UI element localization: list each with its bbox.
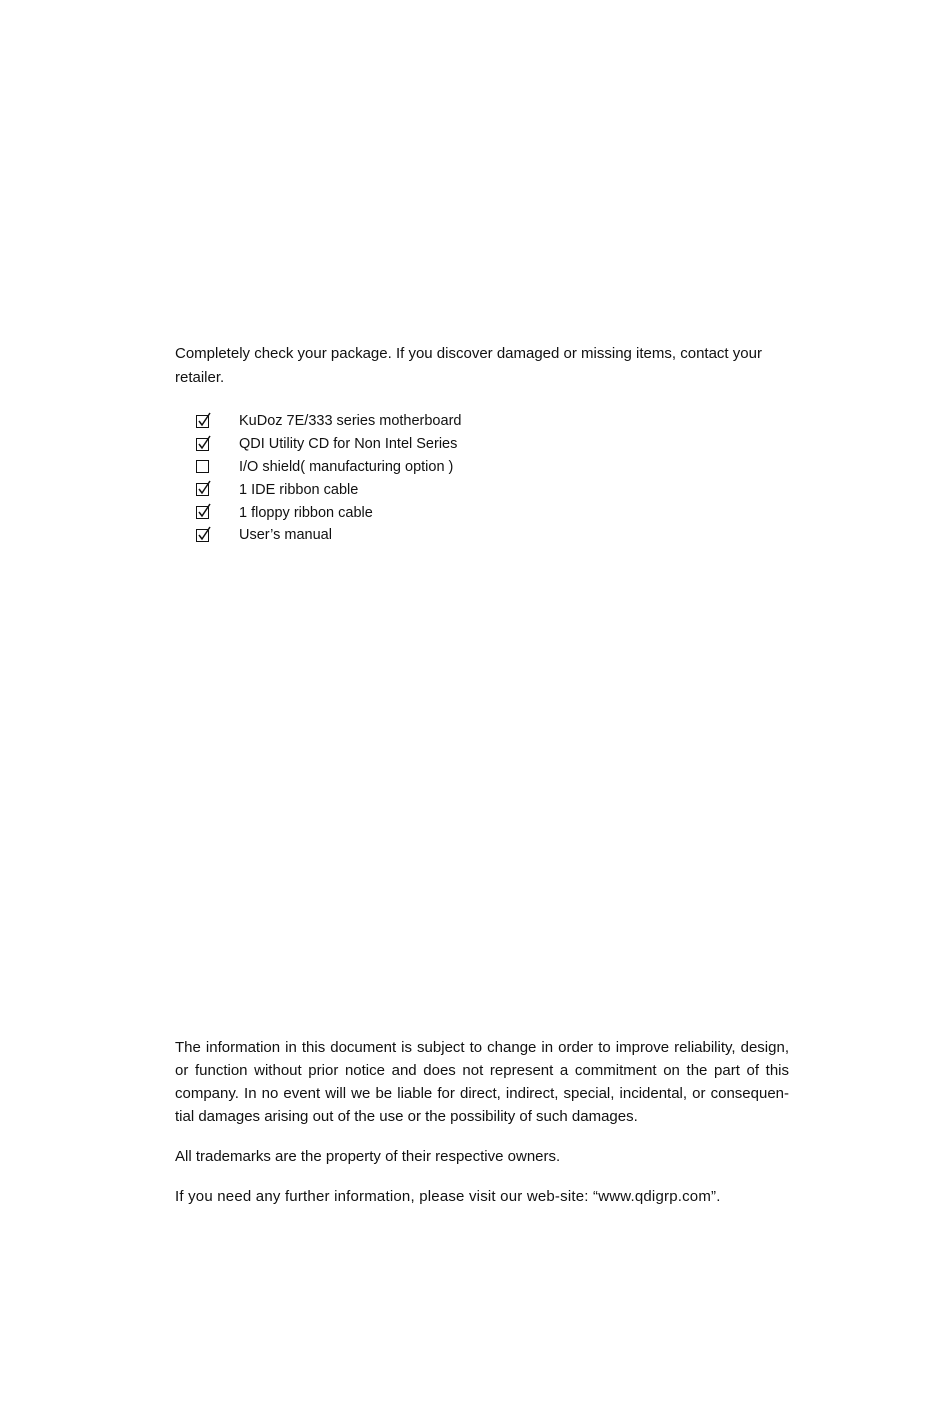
checklist-item-label: KuDoz 7E/333 series motherboard	[239, 413, 462, 430]
checklist-item	[196, 501, 373, 524]
trademarks-notice: All trademarks are the property of their respective owners.	[175, 1148, 561, 1165]
checkbox-checked-icon	[196, 415, 209, 428]
checkbox-empty-icon	[196, 460, 209, 473]
website-notice: If you need any further information, please visit our web-site: “www.qdigrp.com”.	[175, 1188, 721, 1205]
checklist-item-label: I/O shield( manufacturing option )	[239, 458, 454, 475]
checkbox-checked-icon	[196, 438, 209, 451]
checkbox-checked-icon	[196, 529, 209, 542]
checklist-item	[196, 433, 458, 456]
package-contents-checklist	[196, 410, 462, 547]
checklist-item-label: 1 IDE ribbon cable	[239, 481, 359, 498]
checklist-item	[196, 478, 359, 501]
checklist-item-label: QDI Utility CD for Non Intel Series	[239, 436, 458, 453]
checkbox-checked-icon	[196, 483, 209, 496]
checklist-item	[196, 524, 332, 547]
checklist-item-label: 1 floppy ribbon cable	[239, 504, 373, 521]
disclaimer-paragraph: The information in this document is subject to change in order to improve reliability, design, or function without prior notice and does not represent a commitment on the part of this company. In no event will we be liable for direct, indirect, special, incidental, or consequen-tial damages arising out of the use or the possibility of such damages.	[175, 1039, 789, 1125]
checklist-item	[196, 410, 462, 433]
checklist-item	[196, 456, 454, 479]
checkbox-checked-icon	[196, 506, 209, 519]
checklist-item-label: User’s manual	[239, 527, 332, 544]
package-intro-text: Completely check your package. If you discover damaged or missing items, contact your retailer.	[175, 345, 762, 386]
